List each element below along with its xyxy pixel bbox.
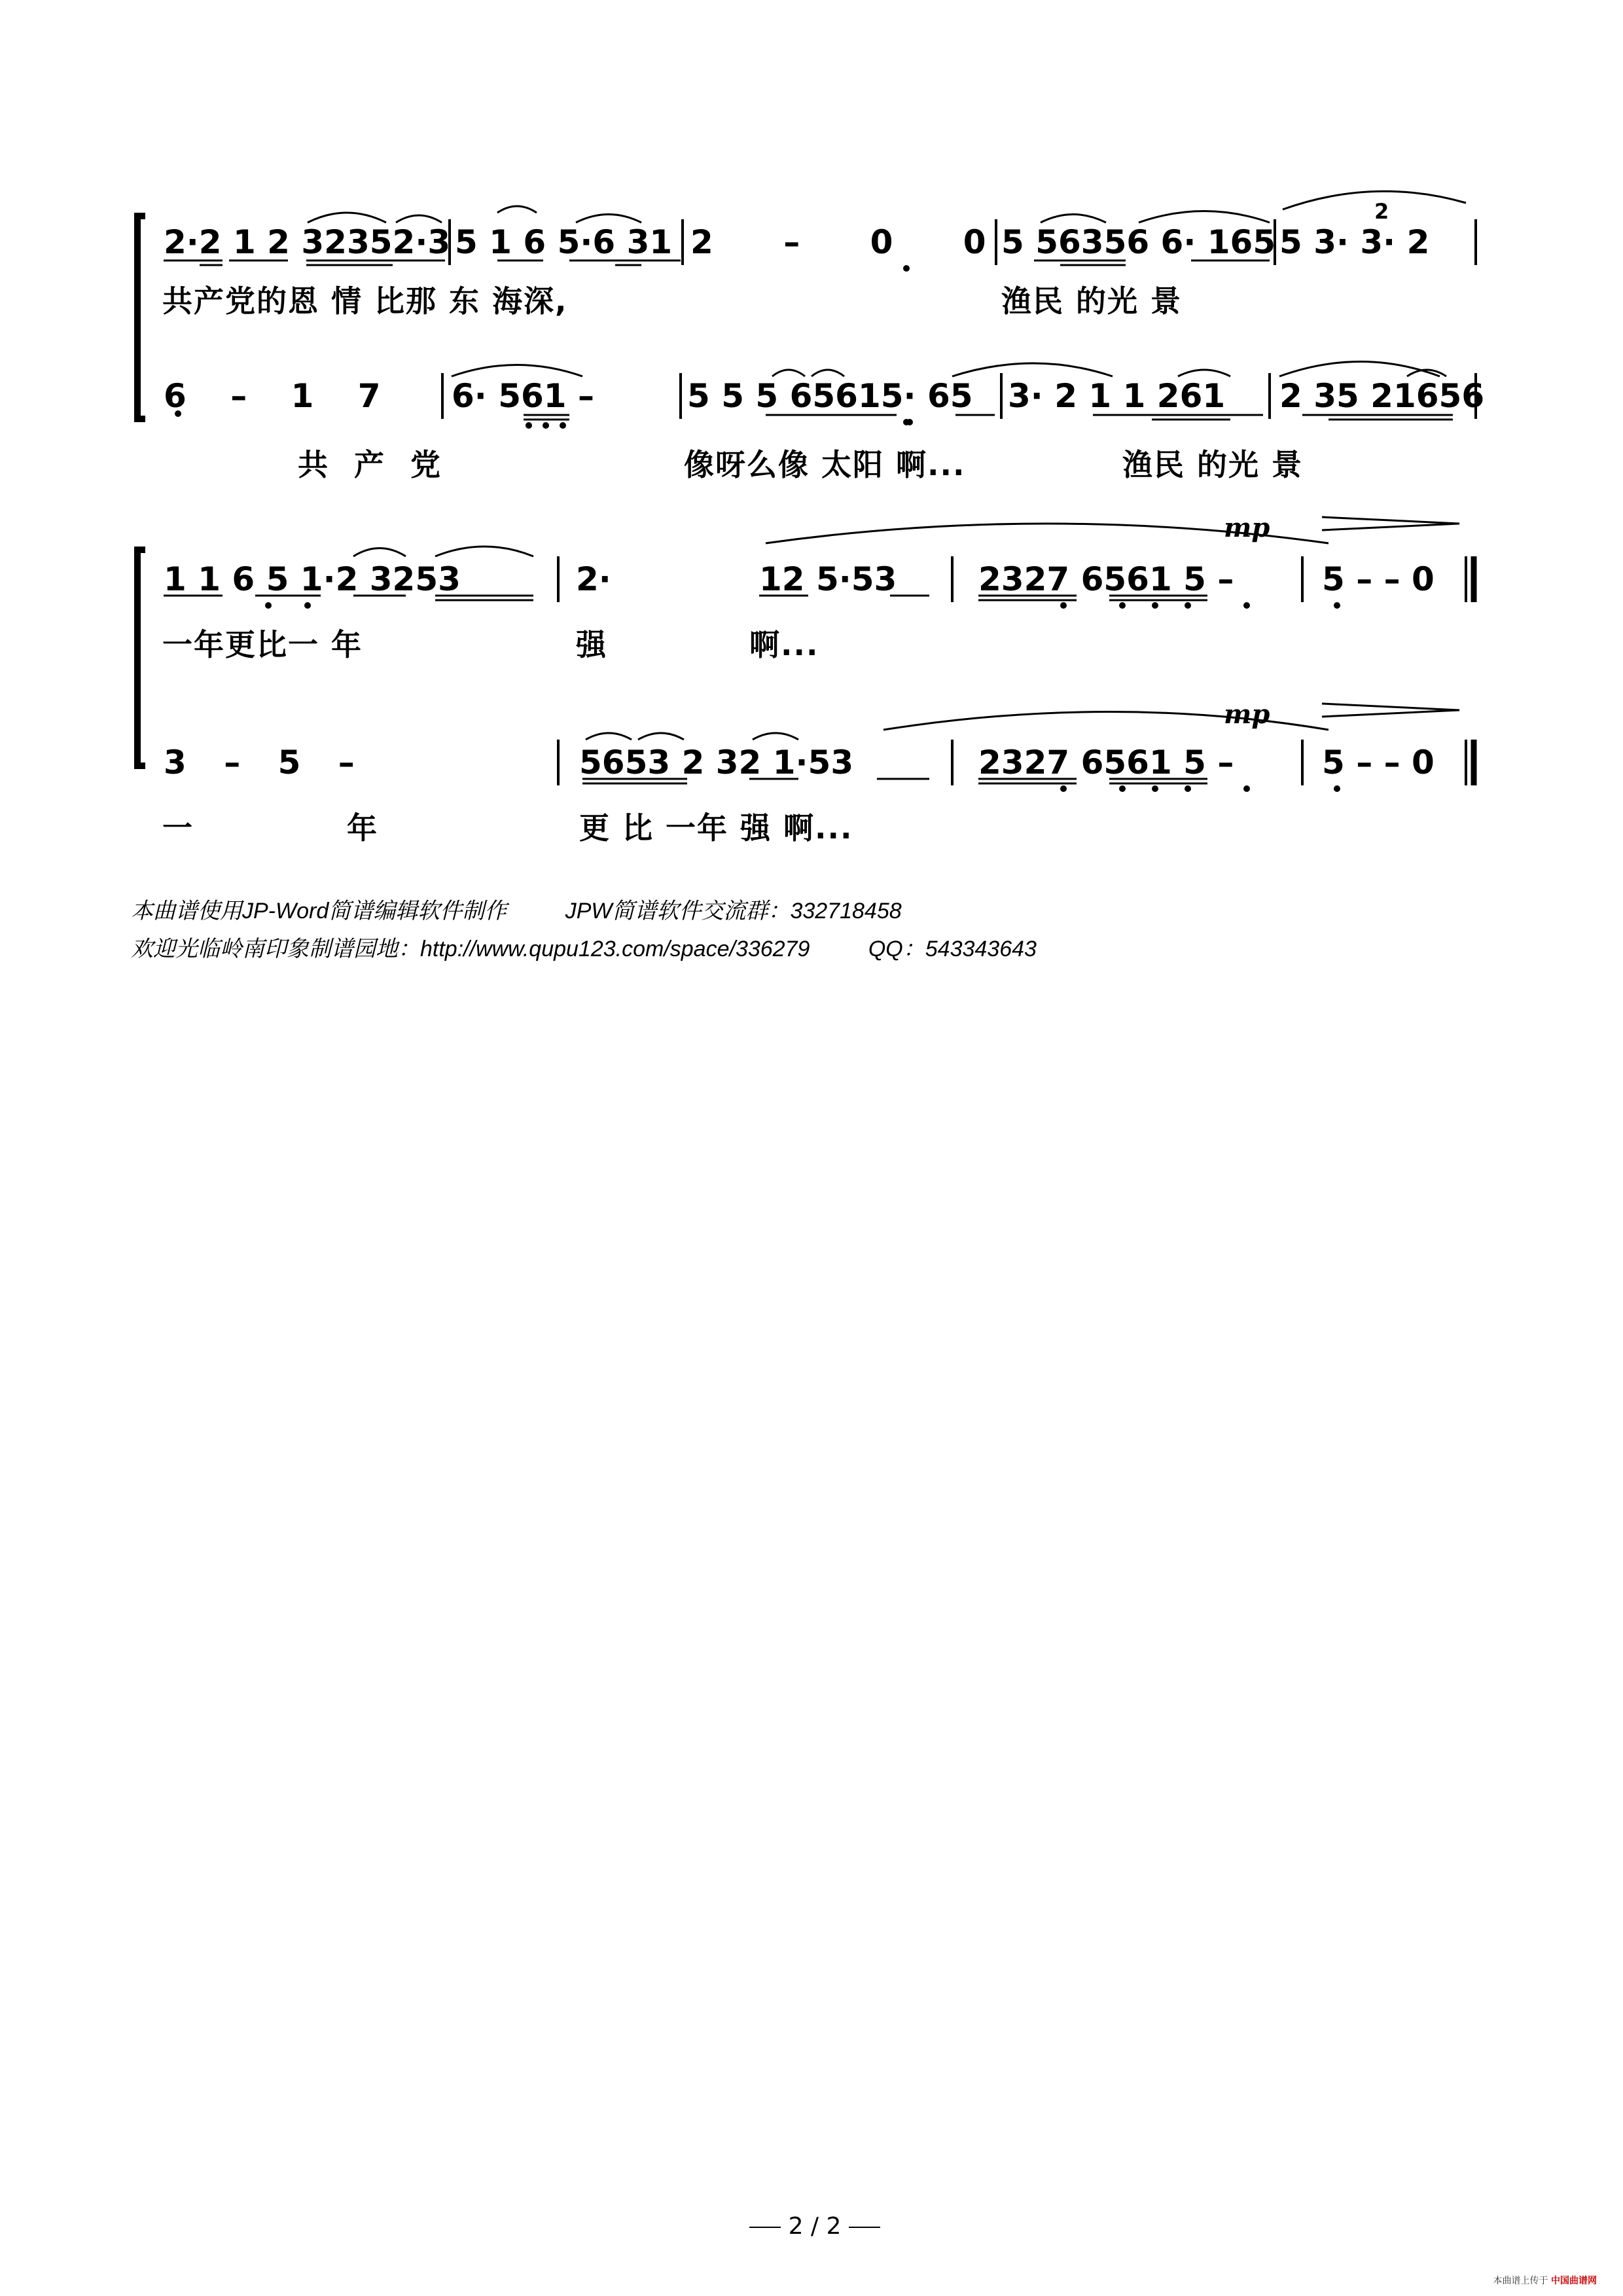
s1-v1-measure-1: 2·2 1 2 32352·3: [164, 223, 451, 261]
s2-v2-lyrics: 一: [162, 810, 194, 846]
s1-v1-measure-5: 5 3· 3· 2: [1279, 223, 1430, 261]
s2-v2-measure-2: 5653 2 32 1·53: [579, 744, 854, 781]
s1-v1-lyrics: 共产党的恩 情 比那 东 海深,: [162, 283, 568, 319]
s2-v2-dynamic: mp: [1224, 699, 1270, 730]
s2-v2-lyrics-2: 年: [347, 810, 378, 846]
footer-group-note: JPW简谱软件交流群：332718458: [565, 899, 902, 924]
s1-v2-measure-3: 5 5 5 65615· 65: [687, 377, 973, 415]
s2-v2-measure-3: 2327 6561 5 –: [978, 744, 1234, 781]
credit-text: 本曲谱上传于: [1493, 2276, 1548, 2286]
s2-v1-lyrics-3: 啊...: [749, 627, 819, 662]
s1-v1-measure-3: 2 – 0 0: [690, 223, 986, 261]
s1-v1-lyrics-2: 渔民 的光 景: [1001, 283, 1183, 319]
s1-grace-note: 2: [1374, 199, 1389, 224]
s2-v1-measure-3: 2327 6561 5 –: [978, 560, 1234, 598]
page-number-text: 2 / 2: [788, 2213, 842, 2240]
page-number: [746, 2214, 883, 2240]
s2-v2-lyrics-3: 更 比 一年 强 啊...: [579, 810, 853, 846]
s1-v2-lyrics: 共 产 党: [298, 447, 442, 482]
s1-v2-lyrics-3: 渔民 的光 景: [1122, 447, 1304, 482]
s2-v1-lyrics-2: 强: [576, 627, 607, 662]
s1-v2-measure-2: 6· 561 –: [452, 377, 594, 415]
s2-v1-lyrics: 一年更比一 年: [162, 627, 363, 662]
s1-v2-lyrics-2: 像呀么像 太阳 啊...: [684, 447, 966, 482]
footer-line-2: [131, 935, 1089, 963]
upload-credit: [1493, 2274, 1597, 2287]
credit-brand: 中国曲谱网: [1551, 2276, 1597, 2286]
s2-v1-dynamic: mp: [1224, 512, 1270, 543]
s1-v2-measure-5: 2 35 21656: [1279, 377, 1485, 415]
s1-v1-measure-2: 5 1 6 5·6 31: [455, 223, 673, 261]
s2-v2-measure-1: 3 – 5 –: [164, 744, 355, 781]
s2-v1-measure-1: 1 1 6 5 1·2 3253: [164, 560, 461, 598]
s1-v2-measure-4: 3· 2 1 1 261: [1008, 377, 1226, 415]
s1-v1-measure-4: 5 56356 6· 165: [1001, 223, 1276, 261]
footer-website: 欢迎光临岭南印象制谱园地：http://www.qupu123.com/space/336279: [131, 937, 810, 961]
s2-v1-measure-2: 2·: [576, 560, 611, 598]
s2-v2-measure-4: 5 – – 0: [1322, 744, 1435, 781]
footer-line-1: [131, 897, 954, 925]
footer-software-note: 本曲谱使用JP-Word简谱编辑软件制作: [131, 899, 507, 924]
footer-qq: QQ：543343643: [868, 937, 1037, 961]
s2-v1-measure-2b: 12 5·53: [759, 560, 897, 598]
s2-v1-measure-4: 5 – – 0: [1322, 560, 1435, 598]
s1-v2-measure-1: 6 – 1 7: [164, 377, 381, 415]
